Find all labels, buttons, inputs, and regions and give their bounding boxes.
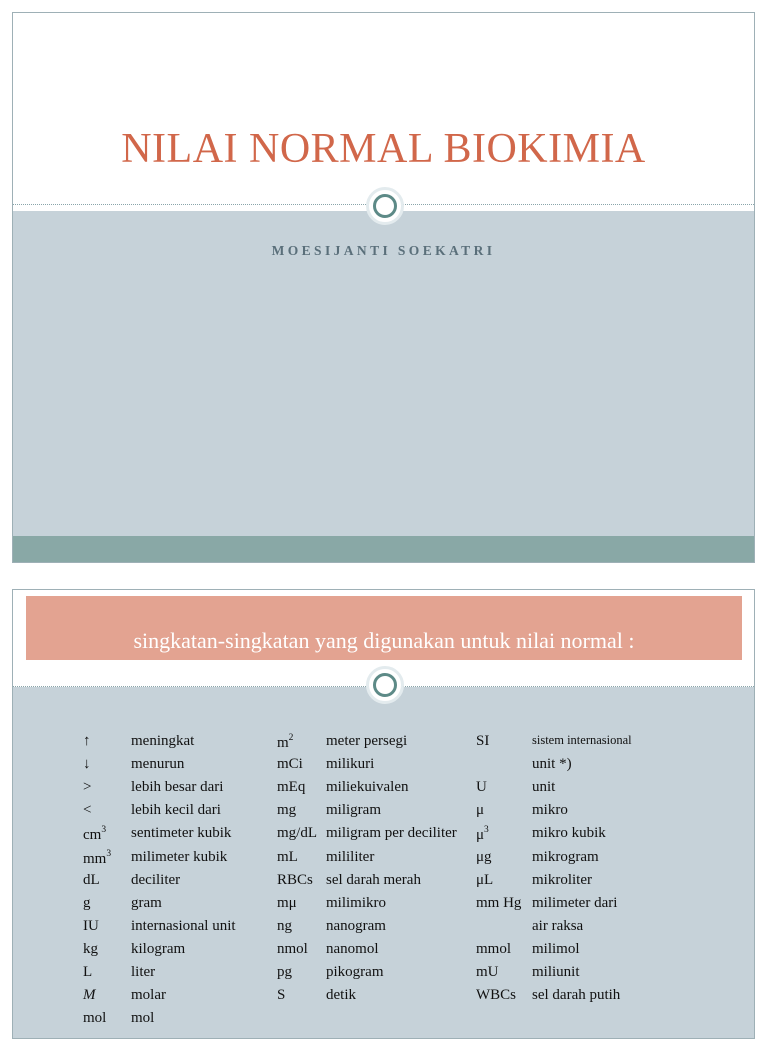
abbreviation-meaning: lebih besar dari — [131, 779, 224, 796]
title-slide — [12, 12, 755, 563]
abbreviation-term: U — [476, 779, 487, 796]
abbreviation-term: mg — [277, 802, 297, 819]
abbreviation-term: mmol — [476, 940, 512, 957]
abbreviation-meaning: unit *) — [532, 756, 572, 773]
abbreviation-term: dL — [83, 871, 100, 888]
abbreviation-meaning: miliekuivalen — [326, 779, 409, 796]
abbreviation-term: mU — [476, 964, 499, 980]
abbreviation-meaning: detik — [326, 987, 356, 1004]
abbreviation-term: μg — [476, 848, 492, 865]
abbreviation-term: mol — [83, 1010, 107, 1027]
abbreviation-meaning: miliunit — [532, 964, 580, 980]
abbreviation-meaning: internasional unit — [131, 917, 236, 934]
abbreviation-term: μL — [476, 871, 494, 888]
abbreviation-meaning: mikro kubik — [532, 825, 606, 842]
abbreviation-meaning: kilogram — [131, 940, 186, 957]
abbreviation-meaning: mikro — [532, 802, 568, 819]
slide-title: singkatan-singkatan yang digunakan untuk nilai normal : — [133, 628, 635, 653]
circle-ornament-icon — [366, 187, 404, 225]
abbreviation-meaning: sel darah merah — [326, 871, 421, 888]
abbreviation-term: mL — [277, 848, 298, 865]
abbreviation-term: > — [83, 779, 92, 796]
abbreviation-term: pg — [277, 964, 292, 980]
abbreviation-meaning: milimikro — [326, 894, 386, 911]
abbreviation-term: μ — [476, 802, 485, 819]
abbreviation-term: $\mu^3$ — [476, 825, 489, 844]
abbreviation-term: kg — [83, 940, 98, 957]
abbreviation-meaning: mol — [131, 1010, 155, 1027]
abbreviation-meaning: molar — [131, 987, 166, 1004]
abbreviation-term: mCi — [277, 756, 303, 773]
abbreviation-meaning: pikogram — [326, 964, 384, 980]
abbreviation-term: $cm^3$ — [83, 825, 107, 844]
abbreviation-term: g — [83, 894, 91, 911]
abbreviation-term: M — [83, 987, 96, 1004]
title-banner — [26, 596, 742, 660]
abbreviation-term: ↓ — [83, 756, 91, 773]
abbreviation-meaning: air raksa — [532, 917, 584, 934]
abbreviation-meaning: milimeter kubik — [131, 848, 228, 865]
abbreviation-meaning: unit — [532, 779, 556, 796]
abbreviation-meaning: nanogram — [326, 917, 386, 934]
abbreviation-term: $m^2$ — [277, 733, 294, 751]
abbreviation-meaning: meningkat — [131, 733, 195, 749]
abbreviation-term: mg/dL — [277, 825, 317, 842]
abbreviation-meaning: milimol — [532, 940, 580, 957]
abbreviation-meaning: milikuri — [326, 756, 375, 773]
slide-title: NILAI NORMAL BIOKIMIA — [121, 126, 646, 172]
abbreviation-term: < — [83, 802, 92, 819]
abbreviation-meaning: sentimeter kubik — [131, 825, 232, 842]
abbreviation-term: ng — [277, 917, 292, 934]
abbreviation-term: L — [83, 964, 93, 980]
abbreviation-term: ↑ — [83, 733, 91, 749]
abbreviation-meaning: milimeter dari — [532, 894, 618, 911]
abbreviation-meaning: menurun — [131, 756, 185, 773]
abbreviation-term: $mm^3$ — [83, 848, 112, 867]
abbreviation-meaning: liter — [131, 964, 156, 980]
abbreviation-term: S — [277, 987, 286, 1004]
abbreviation-meaning: mililiter — [326, 848, 375, 865]
abbreviation-term: SI — [476, 733, 490, 749]
abbreviations-slide — [12, 589, 755, 1039]
abbreviation-term: mm Hg — [476, 894, 522, 911]
abbreviation-term: nmol — [277, 940, 308, 957]
abbreviation-term: mμ — [277, 894, 297, 911]
abbreviation-meaning: meter persegi — [326, 733, 408, 749]
title-area — [13, 13, 754, 211]
abbreviation-meaning: miligram per deciliter — [326, 825, 457, 842]
abbreviation-meaning: deciliter — [131, 871, 181, 888]
footer-band — [13, 536, 754, 562]
abbreviation-meaning: mikroliter — [532, 871, 592, 888]
abbreviation-meaning: lebih kecil dari — [131, 802, 221, 819]
abbreviation-meaning: sistem internasional — [532, 733, 632, 747]
abbreviation-term: WBCs — [476, 987, 517, 1004]
abbreviation-meaning: nanomol — [326, 940, 379, 957]
abbreviation-term: RBCs — [277, 871, 313, 888]
abbreviation-meaning: gram — [131, 894, 162, 911]
circle-ornament-icon — [366, 666, 404, 704]
abbreviation-meaning: mikrogram — [532, 848, 599, 865]
abbreviation-term: mEq — [277, 779, 306, 796]
author-name: MOESIJANTI SOEKATRI — [271, 243, 496, 258]
abbreviation-meaning: miligram — [326, 802, 381, 819]
abbreviation-meaning: sel darah putih — [532, 987, 621, 1004]
abbreviation-term: IU — [83, 917, 99, 934]
